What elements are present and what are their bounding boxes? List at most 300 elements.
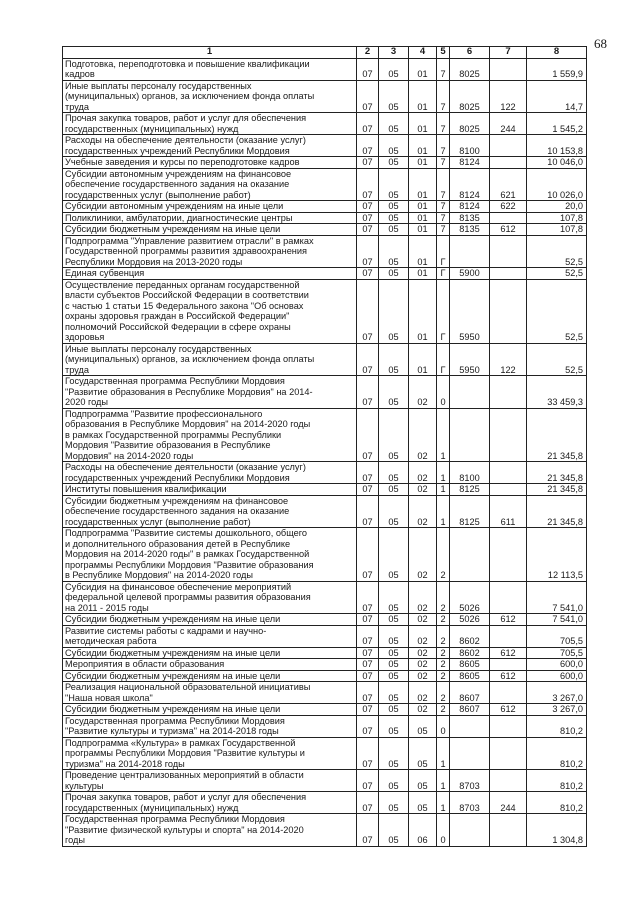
code-subsection-cell: 05 <box>379 279 409 343</box>
code-program-cell: 01 <box>409 279 437 343</box>
code-subprogram-cell: 2 <box>437 528 450 582</box>
code-subprogram-cell: Г <box>437 268 450 280</box>
code-subprogram-cell: 7 <box>437 58 450 80</box>
code-subprogram-cell: 2 <box>437 581 450 614</box>
code-program-cell: 02 <box>409 408 437 462</box>
code-program-cell: 02 <box>409 581 437 614</box>
code-program-cell: 01 <box>409 268 437 280</box>
code-subsection-cell: 05 <box>379 58 409 80</box>
code-subprogram-cell: 0 <box>437 715 450 737</box>
code-subsection-cell: 05 <box>379 157 409 169</box>
table-row <box>63 581 587 614</box>
header-cell: 3 <box>379 47 409 59</box>
code-expense-type-cell <box>490 581 527 614</box>
row-name-cell: Субсидии бюджетным учреждениям на иные цели <box>63 670 357 682</box>
code-program-cell: 01 <box>409 343 437 376</box>
amount-cell: 52,5 <box>527 343 587 376</box>
code-subsection-cell: 05 <box>379 484 409 496</box>
code-program-cell: 01 <box>409 80 437 113</box>
page-number: 68 <box>594 36 607 51</box>
table-row <box>63 376 587 409</box>
header-cell: 2 <box>357 47 379 59</box>
row-name-cell: Государственная программа Республики Мордовия "Развитие физической культуры и спорта" на 2014-2020 годы <box>63 814 357 847</box>
amount-cell: 810,2 <box>527 792 587 814</box>
code-item-cell: 8124 <box>450 157 490 169</box>
code-section-cell: 07 <box>357 408 379 462</box>
table-row <box>63 625 587 647</box>
code-program-cell: 02 <box>409 614 437 626</box>
code-item-cell: 8602 <box>450 647 490 659</box>
code-expense-type-cell <box>490 376 527 409</box>
code-program-cell: 01 <box>409 135 437 157</box>
code-subprogram-cell: 2 <box>437 614 450 626</box>
code-subsection-cell: 05 <box>379 528 409 582</box>
code-subsection-cell: 05 <box>379 625 409 647</box>
amount-cell: 33 459,3 <box>527 376 587 409</box>
code-item-cell: 8124 <box>450 168 490 201</box>
row-name-cell: Иные выплаты персоналу государственных (муниципальных) органов, за исключением фонда оплаты труда <box>63 343 357 376</box>
row-name-cell: Государственная программа Республики Мордовия "Развитие образования в Республике Мордовия" на 2014- 2020 годы <box>63 376 357 409</box>
row-name-cell: Расходы на обеспечение деятельности (оказание услуг) государственных учреждений Республики Мордовия <box>63 135 357 157</box>
code-program-cell: 01 <box>409 235 437 268</box>
code-program-cell: 05 <box>409 770 437 792</box>
row-name-cell: Субсидии бюджетным учреждениям на финансовое обеспечение государственного задания на оказание государственных услуг (выполнение работ) <box>63 495 357 528</box>
header-cell: 7 <box>490 47 527 59</box>
code-subsection-cell: 05 <box>379 647 409 659</box>
code-item-cell: 5900 <box>450 268 490 280</box>
header-cell: 8 <box>527 47 587 59</box>
code-expense-type-cell: 612 <box>490 224 527 236</box>
code-expense-type-cell <box>490 212 527 224</box>
code-section-cell: 07 <box>357 682 379 704</box>
code-item-cell <box>450 814 490 847</box>
row-name-cell: Государственная программа Республики Мордовия "Развитие культуры и туризма" на 2014-2018 годы <box>63 715 357 737</box>
table-row <box>63 462 587 484</box>
table-row <box>63 528 587 582</box>
code-item-cell: 8602 <box>450 625 490 647</box>
code-expense-type-cell: 621 <box>490 168 527 201</box>
code-program-cell: 02 <box>409 528 437 582</box>
code-subprogram-cell: 1 <box>437 737 450 770</box>
row-name-cell: Субсидии бюджетным учреждениям на иные цели <box>63 224 357 236</box>
table-row <box>63 495 587 528</box>
code-item-cell: 8135 <box>450 224 490 236</box>
code-subsection-cell: 05 <box>379 737 409 770</box>
amount-cell: 14,7 <box>527 80 587 113</box>
code-subsection-cell: 05 <box>379 224 409 236</box>
code-item-cell: 8607 <box>450 704 490 716</box>
code-expense-type-cell <box>490 770 527 792</box>
table-row <box>63 659 587 671</box>
row-name-cell: Осуществление переданных органам государственной власти субъектов Российской Федерации в соответствии с частью 1 статьи 15 Федерального закона "Об основах охраны здоровья граждан в Российской Федерации" полномочий Российской Федерации в сфере охраны здоровья <box>63 279 357 343</box>
code-section-cell: 07 <box>357 168 379 201</box>
code-program-cell: 01 <box>409 212 437 224</box>
code-program-cell: 01 <box>409 157 437 169</box>
code-item-cell: 8135 <box>450 212 490 224</box>
table-row <box>63 268 587 280</box>
code-program-cell: 06 <box>409 814 437 847</box>
code-item-cell: 8025 <box>450 113 490 135</box>
code-subprogram-cell: 7 <box>437 135 450 157</box>
amount-cell: 21 345,8 <box>527 484 587 496</box>
code-item-cell: 8703 <box>450 792 490 814</box>
header-cell: 5 <box>437 47 450 59</box>
table-row <box>63 135 587 157</box>
code-section-cell: 07 <box>357 343 379 376</box>
code-item-cell <box>450 737 490 770</box>
code-section-cell: 07 <box>357 770 379 792</box>
code-expense-type-cell: 612 <box>490 647 527 659</box>
amount-cell: 7 541,0 <box>527 614 587 626</box>
code-subsection-cell: 05 <box>379 168 409 201</box>
code-item-cell: 5026 <box>450 614 490 626</box>
code-expense-type-cell <box>490 715 527 737</box>
code-subprogram-cell: 7 <box>437 113 450 135</box>
code-expense-type-cell <box>490 235 527 268</box>
table-row <box>63 408 587 462</box>
code-program-cell: 05 <box>409 715 437 737</box>
amount-cell: 810,2 <box>527 737 587 770</box>
code-item-cell: 8124 <box>450 201 490 213</box>
code-item-cell: 8125 <box>450 484 490 496</box>
amount-cell: 12 113,5 <box>527 528 587 582</box>
code-subprogram-cell: 2 <box>437 647 450 659</box>
code-subprogram-cell: 1 <box>437 770 450 792</box>
header-cell: 4 <box>409 47 437 59</box>
code-expense-type-cell <box>490 737 527 770</box>
row-name-cell: Подпрограмма «Культура» в рамках Государственной программы Республики Мордовия "Развитие культуры и туризма" на 2014-2018 годы <box>63 737 357 770</box>
code-expense-type-cell: 612 <box>490 670 527 682</box>
amount-cell: 600,0 <box>527 659 587 671</box>
row-name-cell: Расходы на обеспечение деятельности (оказание услуг) государственных учреждений Республики Мордовия <box>63 462 357 484</box>
table-row <box>63 770 587 792</box>
table-row <box>63 614 587 626</box>
code-subsection-cell: 05 <box>379 343 409 376</box>
code-program-cell: 05 <box>409 792 437 814</box>
code-program-cell: 01 <box>409 224 437 236</box>
table-row <box>63 737 587 770</box>
amount-cell: 600,0 <box>527 670 587 682</box>
code-item-cell: 8100 <box>450 135 490 157</box>
code-expense-type-cell <box>490 268 527 280</box>
code-subprogram-cell: 2 <box>437 682 450 704</box>
code-subsection-cell: 05 <box>379 408 409 462</box>
code-subsection-cell: 05 <box>379 659 409 671</box>
code-subprogram-cell: 2 <box>437 625 450 647</box>
code-section-cell: 07 <box>357 212 379 224</box>
table-row <box>63 235 587 268</box>
code-item-cell: 8703 <box>450 770 490 792</box>
code-subprogram-cell: 7 <box>437 212 450 224</box>
code-subprogram-cell: 7 <box>437 224 450 236</box>
code-subsection-cell: 05 <box>379 670 409 682</box>
code-subprogram-cell: 7 <box>437 201 450 213</box>
code-program-cell: 02 <box>409 647 437 659</box>
code-subsection-cell: 05 <box>379 376 409 409</box>
code-subsection-cell: 05 <box>379 462 409 484</box>
code-section-cell: 07 <box>357 625 379 647</box>
code-program-cell: 02 <box>409 659 437 671</box>
row-name-cell: Поликлиники, амбулатории, диагностические центры <box>63 212 357 224</box>
code-subprogram-cell: 2 <box>437 659 450 671</box>
code-section-cell: 07 <box>357 659 379 671</box>
code-section-cell: 07 <box>357 737 379 770</box>
code-expense-type-cell: 122 <box>490 80 527 113</box>
budget-table <box>62 46 587 847</box>
amount-cell: 10 026,0 <box>527 168 587 201</box>
row-name-cell: Прочая закупка товаров, работ и услуг для обеспечения государственных (муниципальных) нужд <box>63 113 357 135</box>
code-program-cell: 02 <box>409 484 437 496</box>
table-row <box>63 224 587 236</box>
code-program-cell: 01 <box>409 58 437 80</box>
amount-cell: 52,5 <box>527 268 587 280</box>
table-row <box>63 343 587 376</box>
table-row <box>63 682 587 704</box>
row-name-cell: Институты повышения квалификации <box>63 484 357 496</box>
row-name-cell: Подпрограмма "Развитие профессионального образования в Республике Мордовия" на 2014-2020 годы в рамках Государственной программы Республики Мордовия "Развитие образования в Республике Мордовия" на 2014-2020 годы <box>63 408 357 462</box>
code-subprogram-cell: 7 <box>437 157 450 169</box>
table-row <box>63 792 587 814</box>
amount-cell: 1 304,8 <box>527 814 587 847</box>
table-row <box>63 157 587 169</box>
code-subprogram-cell: 2 <box>437 704 450 716</box>
amount-cell: 52,5 <box>527 235 587 268</box>
code-program-cell: 01 <box>409 168 437 201</box>
code-section-cell: 07 <box>357 135 379 157</box>
code-program-cell: 02 <box>409 495 437 528</box>
amount-cell: 7 541,0 <box>527 581 587 614</box>
amount-cell: 3 267,0 <box>527 704 587 716</box>
amount-cell: 52,5 <box>527 279 587 343</box>
code-expense-type-cell <box>490 814 527 847</box>
code-expense-type-cell: 611 <box>490 495 527 528</box>
code-program-cell: 02 <box>409 625 437 647</box>
code-program-cell: 02 <box>409 462 437 484</box>
code-subsection-cell: 05 <box>379 113 409 135</box>
code-section-cell: 07 <box>357 647 379 659</box>
code-subsection-cell: 05 <box>379 135 409 157</box>
row-name-cell: Развитие системы работы с кадрами и научно- методическая работа <box>63 625 357 647</box>
code-section-cell: 07 <box>357 224 379 236</box>
code-subprogram-cell: 0 <box>437 814 450 847</box>
code-subsection-cell: 05 <box>379 715 409 737</box>
code-item-cell: 8025 <box>450 80 490 113</box>
code-subprogram-cell: Г <box>437 343 450 376</box>
code-expense-type-cell <box>490 528 527 582</box>
table-row <box>63 113 587 135</box>
code-section-cell: 07 <box>357 581 379 614</box>
code-item-cell: 5950 <box>450 343 490 376</box>
code-expense-type-cell <box>490 135 527 157</box>
code-section-cell: 07 <box>357 792 379 814</box>
amount-cell: 705,5 <box>527 647 587 659</box>
code-subprogram-cell: 1 <box>437 462 450 484</box>
amount-cell: 810,2 <box>527 770 587 792</box>
code-expense-type-cell <box>490 279 527 343</box>
code-section-cell: 07 <box>357 614 379 626</box>
code-subprogram-cell: 1 <box>437 408 450 462</box>
code-subsection-cell: 05 <box>379 770 409 792</box>
row-name-cell: Прочая закупка товаров, работ и услуг для обеспечения государственных (муниципальных) нужд <box>63 792 357 814</box>
table-row <box>63 814 587 847</box>
row-name-cell: Проведение централизованных мероприятий в области культуры <box>63 770 357 792</box>
table-row <box>63 715 587 737</box>
row-name-cell: Субсидии бюджетным учреждениям на иные цели <box>63 614 357 626</box>
code-program-cell: 02 <box>409 670 437 682</box>
code-program-cell: 05 <box>409 737 437 770</box>
code-expense-type-cell <box>490 58 527 80</box>
code-expense-type-cell: 612 <box>490 614 527 626</box>
code-item-cell: 8605 <box>450 659 490 671</box>
amount-cell: 21 345,8 <box>527 408 587 462</box>
code-expense-type-cell <box>490 408 527 462</box>
row-name-cell: Субсидии автономным учреждениям на финансовое обеспечение государственного задания на оказание государственных услуг (выполнение работ) <box>63 168 357 201</box>
code-section-cell: 07 <box>357 528 379 582</box>
code-item-cell <box>450 528 490 582</box>
amount-cell: 21 345,8 <box>527 495 587 528</box>
row-name-cell: Подпрограмма "Развитие системы дошкольного, общего и дополнительного образования детей в Республике Мордовия на 2014-2020 годы" в рамках Государственной программы Республики Мордовия "Развитие образования в Республике Мордовия" на 2014-2020 годы <box>63 528 357 582</box>
code-subsection-cell: 05 <box>379 235 409 268</box>
code-expense-type-cell: 122 <box>490 343 527 376</box>
table-row <box>63 168 587 201</box>
code-subprogram-cell: 7 <box>437 168 450 201</box>
code-expense-type-cell: 622 <box>490 201 527 213</box>
table-header-row <box>63 47 587 59</box>
row-name-cell: Реализация национальной образовательной инициативы "Наша новая школа" <box>63 682 357 704</box>
row-name-cell: Единая субвенция <box>63 268 357 280</box>
code-expense-type-cell <box>490 157 527 169</box>
table-row <box>63 279 587 343</box>
row-name-cell: Субсидия на финансовое обеспечение мероприятий федеральной целевой программы развития образования на 2011 - 2015 годы <box>63 581 357 614</box>
code-expense-type-cell: 244 <box>490 113 527 135</box>
code-subsection-cell: 05 <box>379 814 409 847</box>
code-subsection-cell: 05 <box>379 80 409 113</box>
code-subsection-cell: 05 <box>379 495 409 528</box>
table-row <box>63 201 587 213</box>
row-name-cell: Учебные заведения и курсы по переподготовке кадров <box>63 157 357 169</box>
code-section-cell: 07 <box>357 484 379 496</box>
code-subsection-cell: 05 <box>379 581 409 614</box>
code-subprogram-cell: 2 <box>437 670 450 682</box>
header-cell: 6 <box>450 47 490 59</box>
code-program-cell: 02 <box>409 704 437 716</box>
code-subsection-cell: 05 <box>379 212 409 224</box>
row-name-cell: Субсидии бюджетным учреждениям на иные цели <box>63 704 357 716</box>
code-subprogram-cell: 7 <box>437 80 450 113</box>
code-subprogram-cell: Г <box>437 279 450 343</box>
amount-cell: 3 267,0 <box>527 682 587 704</box>
code-section-cell: 07 <box>357 814 379 847</box>
amount-cell: 1 559,9 <box>527 58 587 80</box>
code-program-cell: 02 <box>409 682 437 704</box>
code-section-cell: 07 <box>357 113 379 135</box>
code-expense-type-cell: 612 <box>490 704 527 716</box>
code-section-cell: 07 <box>357 279 379 343</box>
row-name-cell: Субсидии автономным учреждениям на иные цели <box>63 201 357 213</box>
code-section-cell: 07 <box>357 80 379 113</box>
code-section-cell: 07 <box>357 495 379 528</box>
code-expense-type-cell <box>490 682 527 704</box>
code-subprogram-cell: 1 <box>437 792 450 814</box>
row-name-cell: Подпрограмма "Управление развитием отрасли" в рамках Государственной программы развития здравоохранения Республики Мордовия на 2013-2020 годы <box>63 235 357 268</box>
table-row <box>63 704 587 716</box>
code-item-cell: 5026 <box>450 581 490 614</box>
code-section-cell: 07 <box>357 376 379 409</box>
code-subprogram-cell: 1 <box>437 484 450 496</box>
code-section-cell: 07 <box>357 235 379 268</box>
table-row <box>63 80 587 113</box>
code-section-cell: 07 <box>357 715 379 737</box>
code-expense-type-cell <box>490 659 527 671</box>
code-subsection-cell: 05 <box>379 268 409 280</box>
code-item-cell <box>450 408 490 462</box>
amount-cell: 705,5 <box>527 625 587 647</box>
amount-cell: 810,2 <box>527 715 587 737</box>
table-row <box>63 212 587 224</box>
code-item-cell: 8125 <box>450 495 490 528</box>
code-item-cell: 8605 <box>450 670 490 682</box>
code-section-cell: 07 <box>357 670 379 682</box>
code-section-cell: 07 <box>357 58 379 80</box>
code-subsection-cell: 05 <box>379 614 409 626</box>
code-item-cell <box>450 715 490 737</box>
code-subsection-cell: 05 <box>379 792 409 814</box>
amount-cell: 10 046,0 <box>527 157 587 169</box>
row-name-cell: Мероприятия в области образования <box>63 659 357 671</box>
code-expense-type-cell <box>490 625 527 647</box>
row-name-cell: Иные выплаты персоналу государственных (муниципальных) органов, за исключением фонда оплаты труда <box>63 80 357 113</box>
code-program-cell: 01 <box>409 201 437 213</box>
row-name-cell: Подготовка, переподготовка и повышение квалификации кадров <box>63 58 357 80</box>
code-program-cell: 02 <box>409 376 437 409</box>
code-item-cell <box>450 235 490 268</box>
amount-cell: 107,8 <box>527 224 587 236</box>
code-subsection-cell: 05 <box>379 704 409 716</box>
amount-cell: 1 545,2 <box>527 113 587 135</box>
table-row <box>63 647 587 659</box>
code-item-cell: 5950 <box>450 279 490 343</box>
code-program-cell: 01 <box>409 113 437 135</box>
table-row <box>63 484 587 496</box>
amount-cell: 21 345,8 <box>527 462 587 484</box>
code-subprogram-cell: 1 <box>437 495 450 528</box>
code-subprogram-cell: Г <box>437 235 450 268</box>
header-cell: 1 <box>63 47 357 59</box>
code-section-cell: 07 <box>357 157 379 169</box>
code-item-cell: 8025 <box>450 58 490 80</box>
code-subprogram-cell: 0 <box>437 376 450 409</box>
table-row <box>63 58 587 80</box>
code-section-cell: 07 <box>357 462 379 484</box>
code-item-cell: 8100 <box>450 462 490 484</box>
code-expense-type-cell <box>490 462 527 484</box>
amount-cell: 10 153,8 <box>527 135 587 157</box>
code-section-cell: 07 <box>357 704 379 716</box>
row-name-cell: Субсидии бюджетным учреждениям на иные цели <box>63 647 357 659</box>
code-subsection-cell: 05 <box>379 682 409 704</box>
code-section-cell: 07 <box>357 201 379 213</box>
code-section-cell: 07 <box>357 268 379 280</box>
table-row <box>63 670 587 682</box>
table-body <box>63 58 587 846</box>
code-subsection-cell: 05 <box>379 201 409 213</box>
code-item-cell <box>450 376 490 409</box>
amount-cell: 107,8 <box>527 212 587 224</box>
code-expense-type-cell: 244 <box>490 792 527 814</box>
code-item-cell: 8607 <box>450 682 490 704</box>
amount-cell: 20,0 <box>527 201 587 213</box>
code-expense-type-cell <box>490 484 527 496</box>
